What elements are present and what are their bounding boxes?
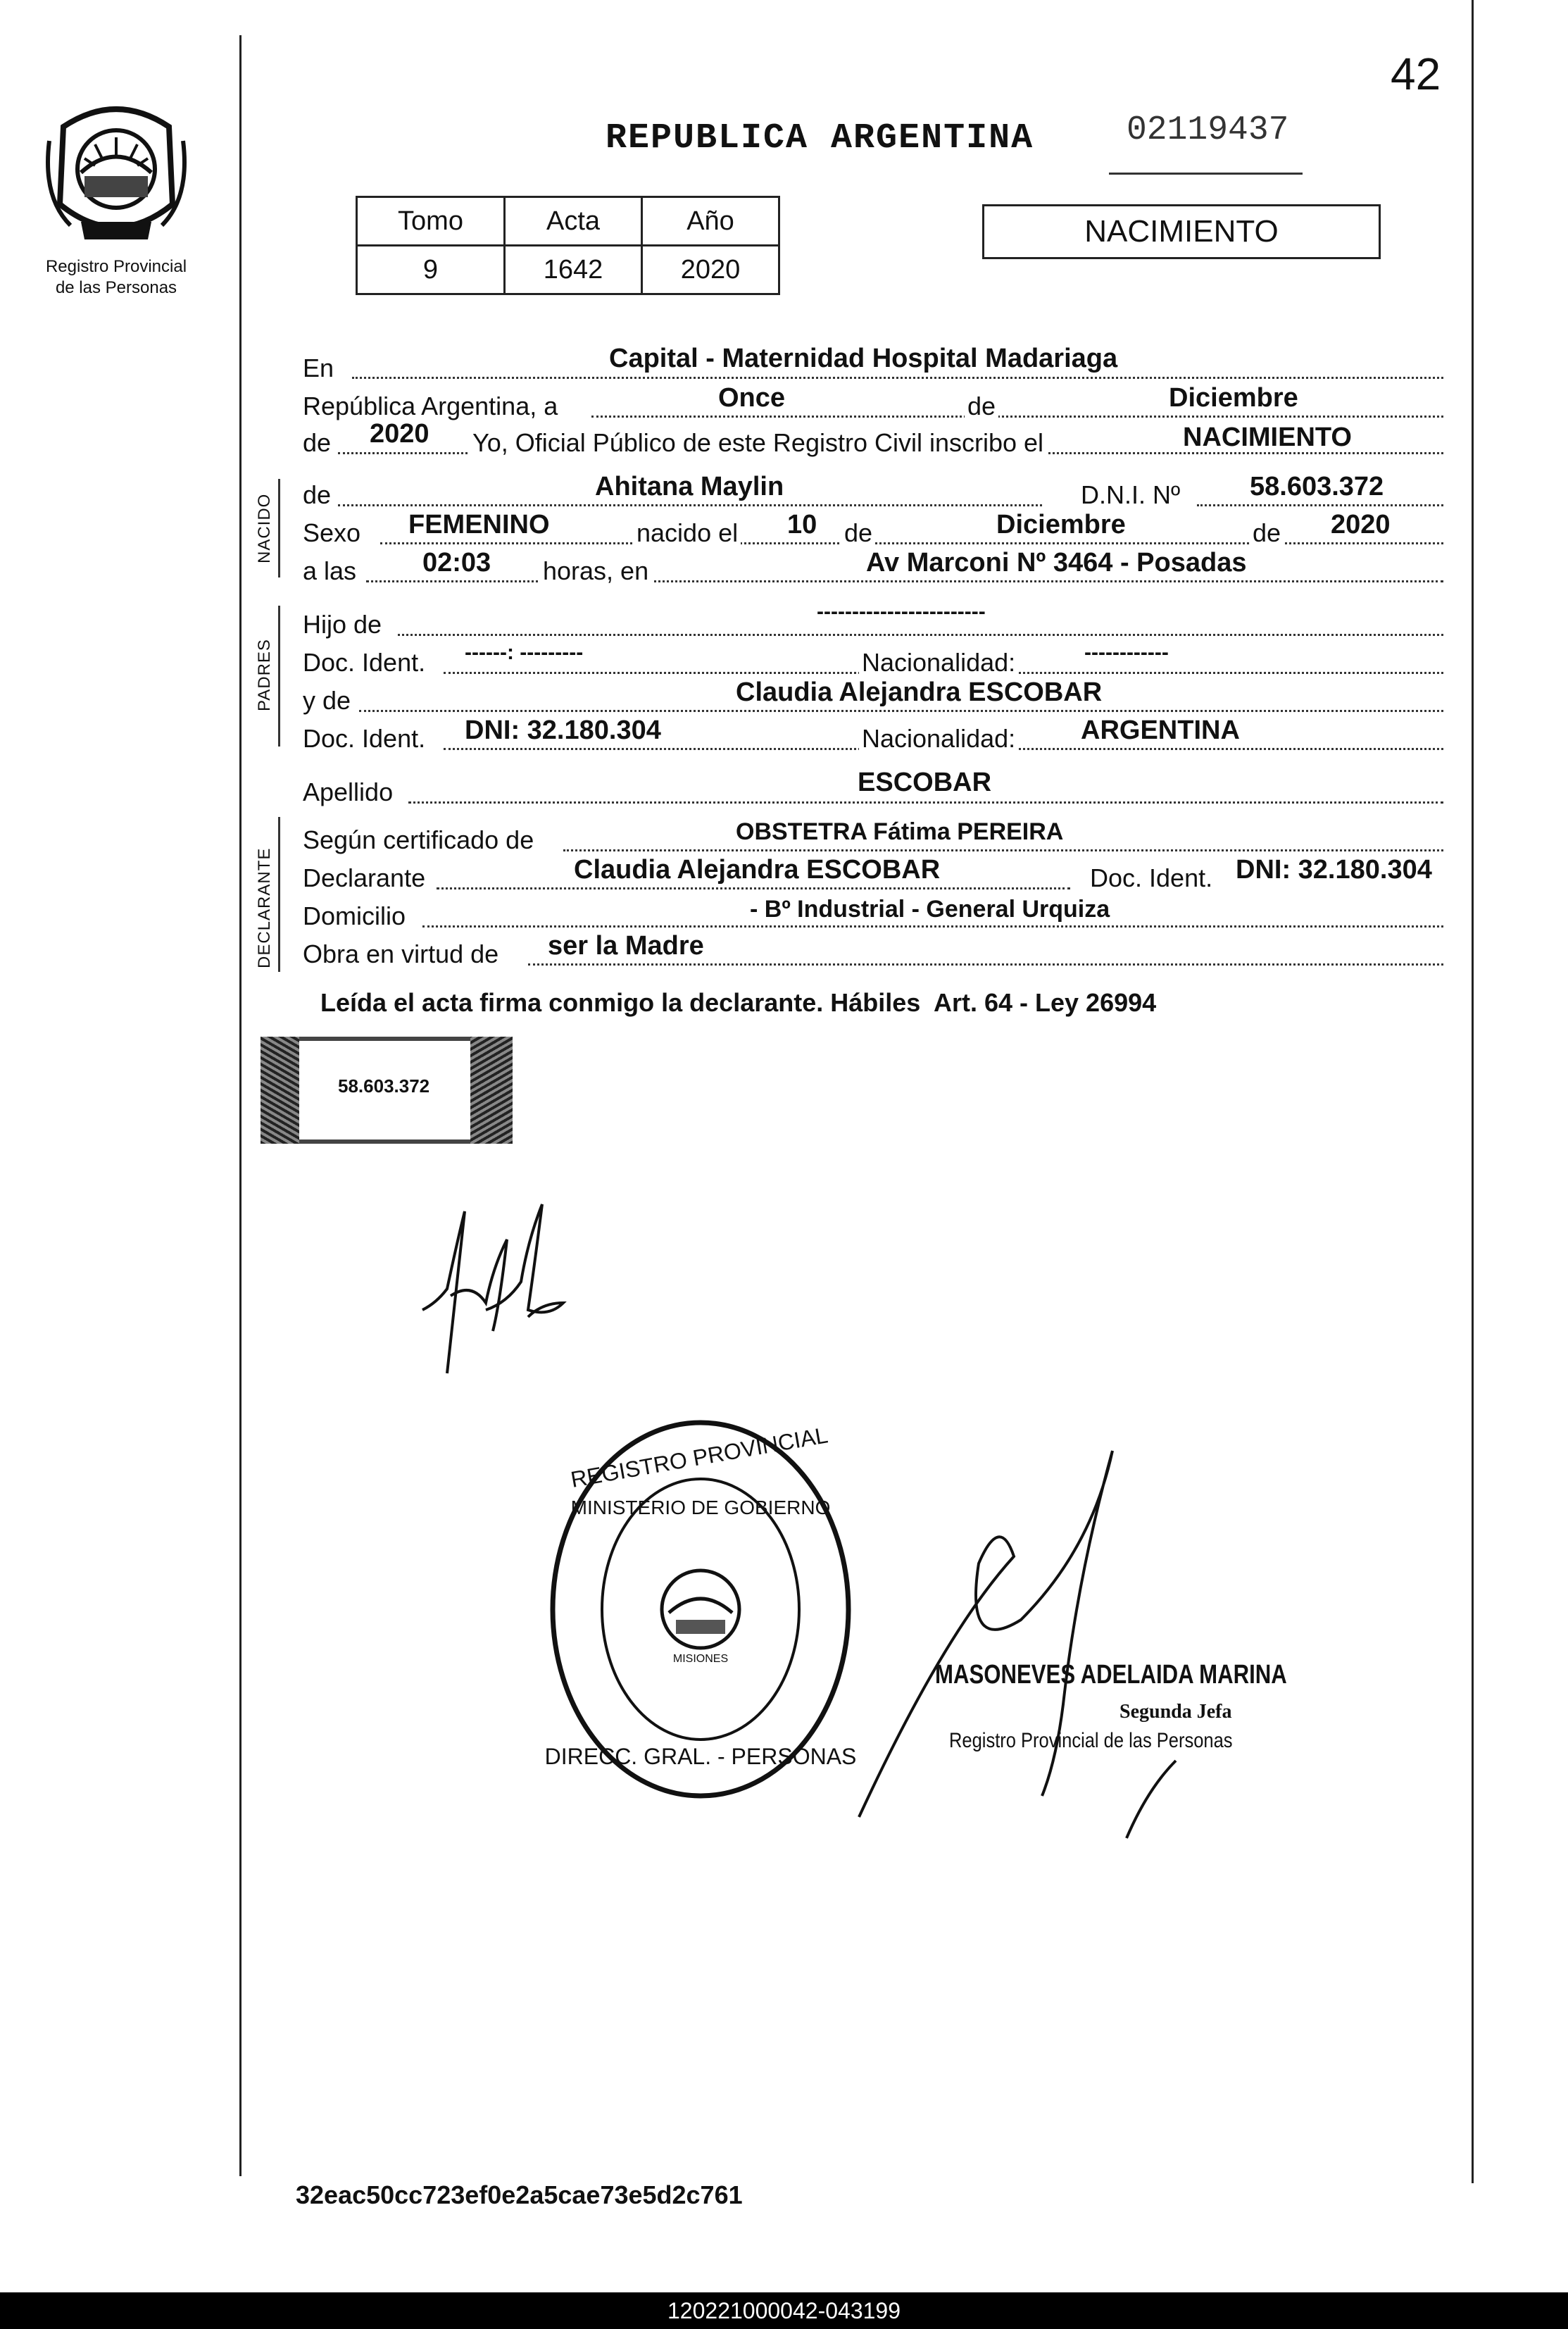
document-title: REPUBLICA ARGENTINA bbox=[606, 118, 1034, 158]
label-de-year: de bbox=[303, 428, 332, 457]
label-a-las: a las bbox=[303, 556, 357, 585]
value-mes-nac: Diciembre bbox=[996, 510, 1126, 539]
dots bbox=[591, 416, 1443, 418]
value-dni: 58.603.372 bbox=[1250, 472, 1384, 501]
value-acta: 1642 bbox=[505, 246, 642, 294]
label-apellido: Apellido bbox=[303, 778, 394, 806]
official-office: Registro Provincial de las Personas bbox=[949, 1729, 1233, 1752]
dots bbox=[352, 377, 1443, 379]
value-dia-nac: 10 bbox=[787, 510, 817, 539]
svg-text:DIRECC. GRAL. - PERSONAS: DIRECC. GRAL. - PERSONAS bbox=[544, 1744, 857, 1769]
left-margin-line bbox=[239, 35, 242, 2176]
value-madre-doc: DNI: 32.180.304 bbox=[465, 716, 661, 745]
label-obra: Obra en virtud de bbox=[303, 939, 499, 968]
dots bbox=[366, 580, 1443, 582]
value-mes-texto: Diciembre bbox=[1169, 383, 1298, 413]
registry-table bbox=[356, 196, 780, 295]
label-declarante: Declarante bbox=[303, 863, 426, 892]
header-tomo: Tomo bbox=[357, 197, 505, 246]
footer-bar bbox=[0, 2292, 1568, 2329]
official-seal-icon bbox=[542, 1416, 859, 1803]
section-nacido: NACIDO bbox=[255, 493, 274, 563]
value-anio: 2020 bbox=[642, 246, 779, 294]
label-de2: de bbox=[1250, 518, 1284, 548]
value-tomo: 9 bbox=[357, 246, 505, 294]
label-segun: Según certificado de bbox=[303, 825, 534, 854]
value-padre-doc: ------: --------- bbox=[465, 641, 584, 664]
dots bbox=[380, 542, 1443, 544]
label-nombre-de: de bbox=[303, 480, 332, 509]
official-name: MASONEVES ADELAIDA MARINA bbox=[935, 1660, 1287, 1690]
value-lugar: Capital - Maternidad Hospital Madariaga bbox=[609, 344, 1118, 373]
provincial-logo bbox=[42, 99, 190, 254]
fingerprint-bottom bbox=[299, 1139, 470, 1144]
signature-icon bbox=[408, 1197, 577, 1380]
label-de-month: de bbox=[965, 392, 998, 421]
label-horas: horas, en bbox=[539, 556, 653, 586]
value-certificado: OBSTETRA Fátima PEREIRA bbox=[736, 818, 1064, 845]
dots bbox=[1197, 504, 1443, 506]
label-doc-ident-3: Doc. Ident. bbox=[1090, 863, 1213, 892]
label-doc-ident: Doc. Ident. bbox=[303, 648, 426, 677]
dots bbox=[398, 634, 1443, 636]
fingerprint-label: 58.603.372 bbox=[338, 1075, 430, 1097]
value-apellido: ESCOBAR bbox=[858, 768, 992, 797]
section-divider-1 bbox=[278, 479, 280, 577]
dots bbox=[528, 963, 1443, 966]
value-sexo: FEMENINO bbox=[408, 510, 550, 539]
serial-number: 02119437 bbox=[1127, 111, 1289, 149]
value-inscribe: NACIMIENTO bbox=[1183, 423, 1352, 452]
value-madre: Claudia Alejandra ESCOBAR bbox=[736, 678, 1103, 707]
footer-code: 120221000042-043199 bbox=[667, 2297, 901, 2323]
fingerprint-right bbox=[470, 1037, 513, 1144]
label-oficial: Yo, Oficial Público de este Registro Civil inscribo el bbox=[468, 428, 1048, 458]
value-declarante: Claudia Alejandra ESCOBAR bbox=[574, 855, 941, 885]
value-anio-inscripcion: 2020 bbox=[370, 419, 429, 449]
section-declarante: DECLARANTE bbox=[255, 847, 274, 968]
section-padres: PADRES bbox=[255, 639, 274, 711]
closing-statement: Leída el acta firma conmigo la declarante. Hábiles Art. 64 - Ley 26994 bbox=[320, 988, 1157, 1017]
value-dia-texto: Once bbox=[718, 383, 786, 413]
label-sexo: Sexo bbox=[303, 518, 361, 547]
svg-text:MINISTERIO DE GOBIERNO: MINISTERIO DE GOBIERNO bbox=[570, 1497, 831, 1518]
official-signature-icon bbox=[845, 1437, 1267, 1859]
label-en: En bbox=[303, 354, 334, 382]
fingerprint-left bbox=[261, 1037, 299, 1144]
value-lugar-nac: Av Marconi Nº 3464 - Posadas bbox=[866, 548, 1247, 577]
value-nombre: Ahitana Maylin bbox=[595, 472, 784, 501]
label-domicilio: Domicilio bbox=[303, 901, 406, 930]
label-nacido: nacido el bbox=[634, 518, 741, 548]
page-number: 42 bbox=[1391, 49, 1441, 99]
section-divider-3 bbox=[278, 817, 280, 972]
fingerprint-top bbox=[299, 1037, 470, 1041]
dots bbox=[437, 887, 1070, 889]
misiones-emblem-icon bbox=[42, 99, 190, 254]
label-hijo-de: Hijo de bbox=[303, 610, 382, 639]
value-padre: ------------------------ bbox=[817, 600, 986, 623]
dots bbox=[422, 925, 1443, 928]
label-y-de: y de bbox=[303, 686, 351, 715]
logo-caption-line1: Registro Provincial bbox=[45, 257, 187, 276]
dots bbox=[408, 801, 1443, 804]
value-anio-nac: 2020 bbox=[1331, 510, 1391, 539]
document-hash: 32eac50cc723ef0e2a5cae73e5d2c761 bbox=[296, 2180, 743, 2209]
label-dni: D.N.I. Nº bbox=[1081, 480, 1181, 509]
svg-text:REGISTRO PROVINCIAL: REGISTRO PROVINCIAL bbox=[568, 1422, 830, 1493]
value-obra: ser la Madre bbox=[548, 931, 704, 961]
label-doc-ident-2: Doc. Ident. bbox=[303, 724, 426, 753]
dots bbox=[338, 504, 1042, 506]
label-nacionalidad: Nacionalidad: bbox=[859, 648, 1018, 678]
fingerprint-box bbox=[261, 1037, 513, 1144]
label-republica: República Argentina, a bbox=[303, 392, 558, 420]
value-madre-nac: ARGENTINA bbox=[1081, 716, 1240, 745]
section-divider-2 bbox=[278, 606, 280, 747]
logo-caption-line2: de las Personas bbox=[55, 278, 177, 297]
dots bbox=[359, 710, 1443, 712]
svg-text:MISIONES: MISIONES bbox=[672, 1653, 729, 1665]
value-declarante-doc: DNI: 32.180.304 bbox=[1236, 855, 1432, 885]
value-domicilio: - Bº Industrial - General Urquiza bbox=[750, 896, 1110, 923]
value-padre-nac: ------------ bbox=[1084, 641, 1169, 664]
serial-underline bbox=[1109, 173, 1303, 175]
header-acta: Acta bbox=[505, 197, 642, 246]
act-type: NACIMIENTO bbox=[1084, 214, 1279, 249]
label-nacionalidad-2: Nacionalidad: bbox=[859, 724, 1018, 754]
header-anio: Año bbox=[642, 197, 779, 246]
label-de1: de bbox=[841, 518, 875, 548]
act-type-box bbox=[982, 204, 1381, 259]
value-hora: 02:03 bbox=[422, 548, 491, 577]
right-margin-line bbox=[1472, 0, 1474, 2183]
official-role: Segunda Jefa bbox=[1119, 1701, 1232, 1723]
dots bbox=[563, 849, 1443, 851]
